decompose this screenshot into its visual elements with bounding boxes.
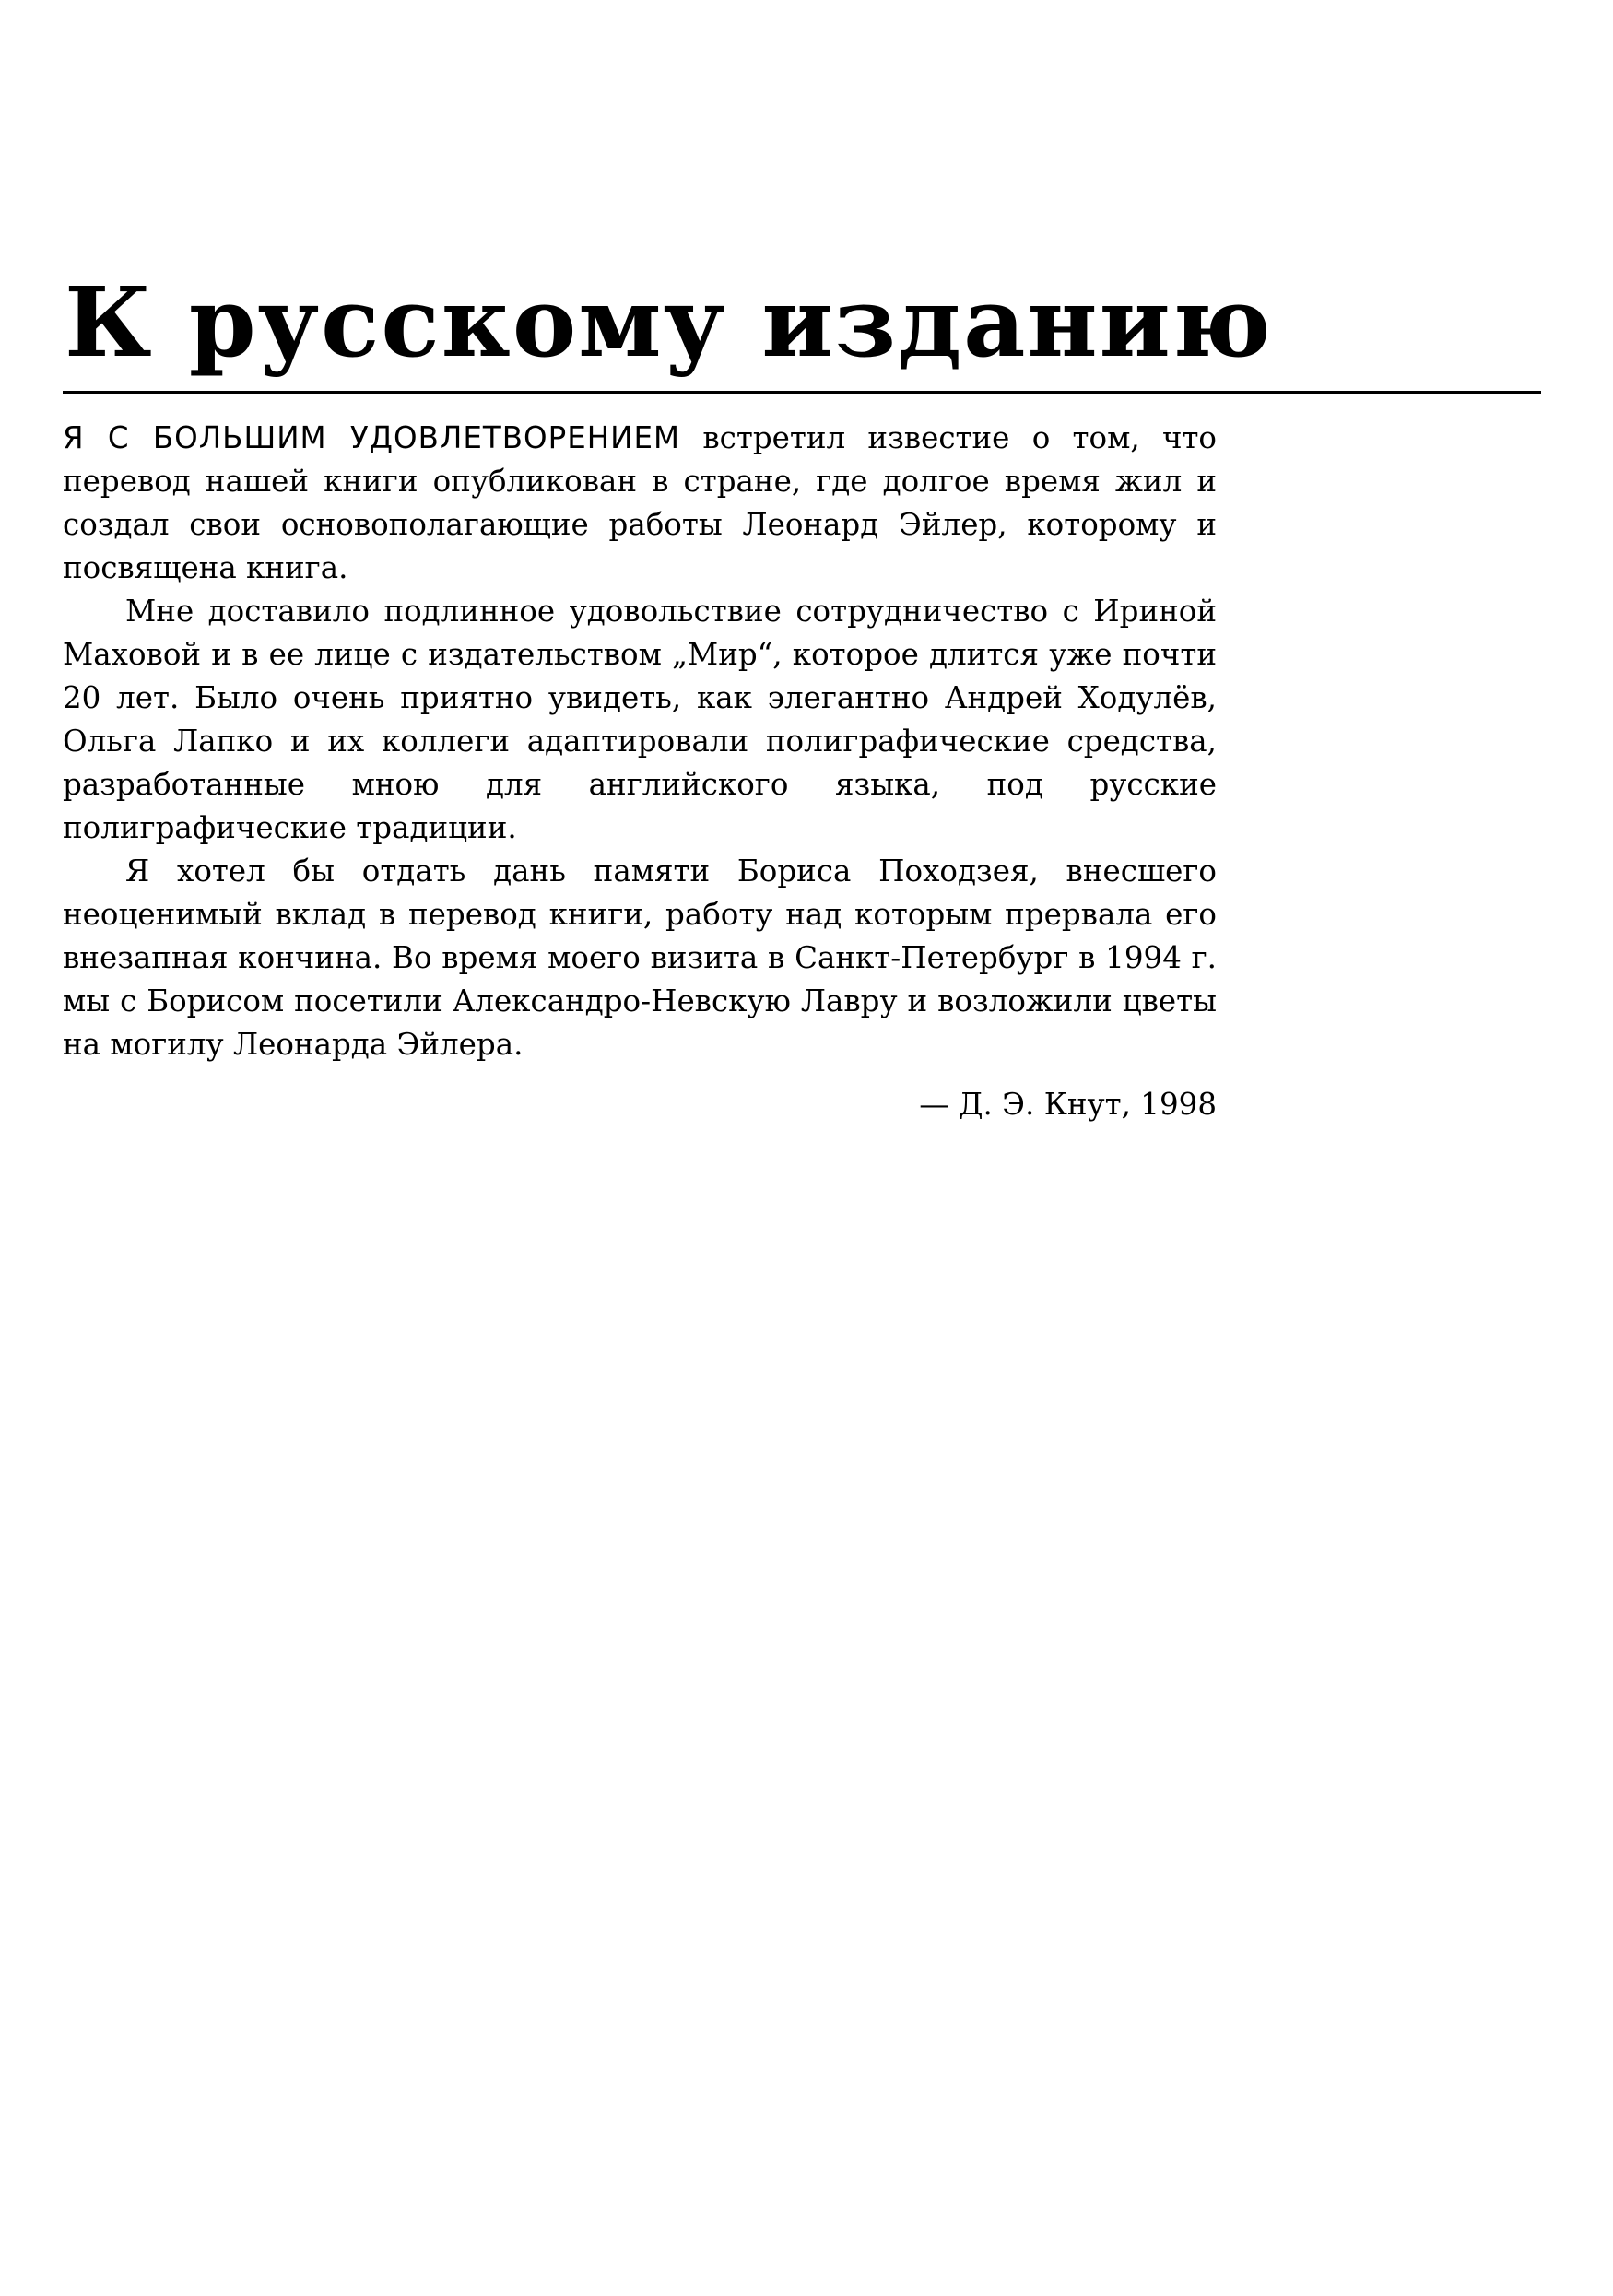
paragraph-2: Мне доставило подлинное удовольствие сотрудничество с Ириной Маховой и в ее лице с издательством „Мир“, которое длится уже почти 20 лет. Было очень приятно увидеть, как элегантно Андрей Ходулёв, Ольга Лапко и их коллеги адаптировали полиграфические средства, разработанные мною для английского языка, под русские полиграфические традиции. [63,594,1217,845]
preface-body [63,417,1217,1126]
title-rule [63,391,1541,394]
author-signature: — Д. Э. Кнут, 1998 [919,1087,1217,1122]
paragraph-3: Я хотел бы отдать дань памяти Бориса Походзея, внесшего неоценимый вклад в перевод книги, работу над которым прервала его внезапная кончина. Во время моего визита в Санкт-Петербург в 1994 г. мы с Борисом посетили Александро-Невскую Лавру и возложили цветы на могилу Леонарда Эйлера. [63,854,1217,1062]
paragraph-1-lead-caps: Я С БОЛЬШИМ УДОВЛЕТВОРЕНИЕМ [63,420,681,455]
chapter-title: К русскому изданию [65,265,1273,379]
paragraph-1-text: встретил известие о том, что перевод нашей книги опубликован в стране, где долгое время жил и создал свои основополагающие работы Леонард Эйлер, которому и посвящена книга. [63,420,1217,585]
paragraph-1 [63,417,1217,590]
